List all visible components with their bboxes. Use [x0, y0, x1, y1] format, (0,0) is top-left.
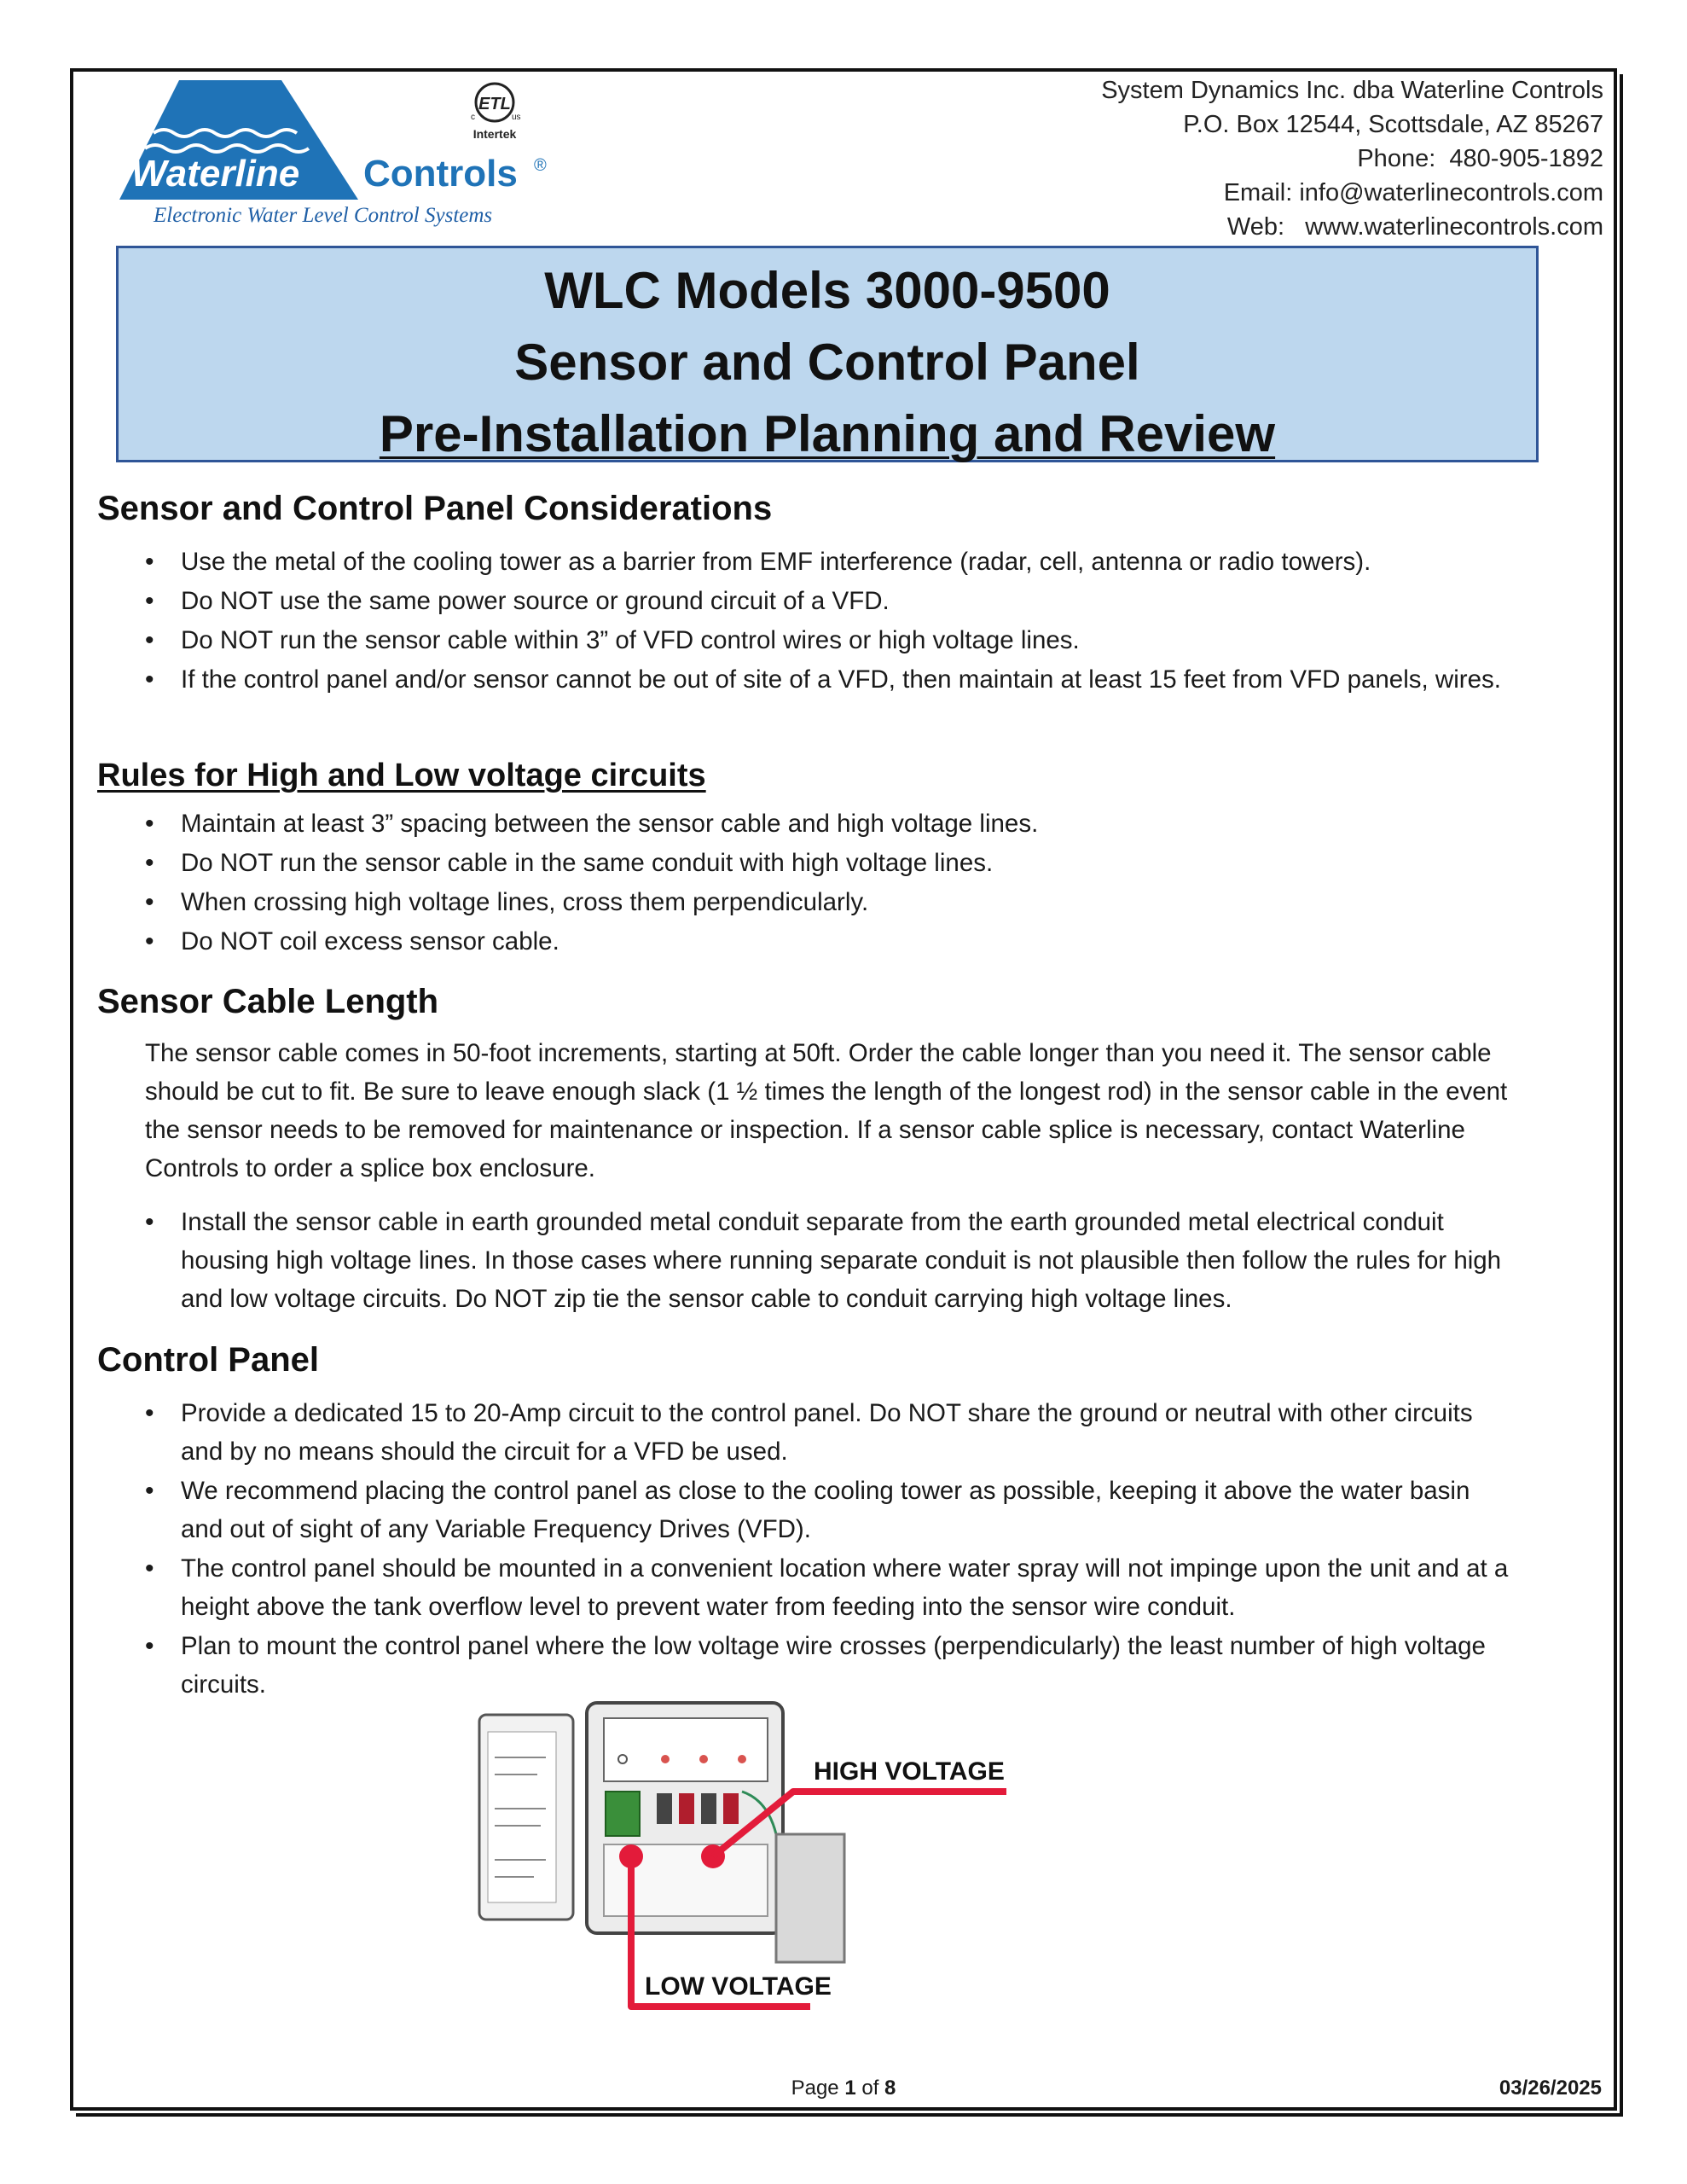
high-voltage-label: HIGH VOLTAGE [814, 1757, 1005, 1786]
svg-text:Intertek: Intertek [472, 127, 517, 141]
web-link[interactable]: www.waterlinecontrols.com [1305, 213, 1603, 241]
phone-line [1101, 142, 1603, 176]
enclosure-door-illustration [479, 1715, 573, 1920]
list-item: • Provide a dedicated 15 to 20-Amp circuit to the control panel. Do NOT share the ground or neutral with other circuits and by no means should the circuit for a VFD be used. [0, 1394, 1511, 1471]
cable-length-heading: Sensor Cable Length [97, 983, 439, 1020]
title-line-1: WLC Models 3000-9500 [544, 262, 1110, 319]
low-voltage-label: LOW VOLTAGE [645, 1972, 832, 2001]
svg-text:ETL: ETL [478, 95, 511, 113]
list-item: • Use the metal of the cooling tower as a barrier from EMF interference (radar, cell, antenna or radio towers). [0, 543, 1511, 581]
cable-length-paragraph: The sensor cable comes in 50-foot increments, starting at 50ft. Order the cable longer than you need it. The sensor cable should be cut to fit. Be sure to leave enough slack (1 ½ times the length of the longest rod) in the sensor cable in the event the sensor needs to be removed for maintenance or inspection. If a sensor cable splice is necessary, contact Waterline Controls to order a splice box enclosure. [145, 1039, 1508, 1182]
list-item: • Maintain at least 3” spacing between the sensor cable and high voltage lines. [0, 804, 1511, 843]
page-of: of [861, 2077, 879, 2100]
email-label: Email: [1223, 179, 1293, 206]
svg-text:c: c [471, 113, 475, 122]
list-item: • Do NOT use the same power source or ground circuit of a VFD. [0, 582, 1511, 620]
document-title-box [116, 246, 1539, 462]
external-box-illustration [776, 1834, 844, 1962]
list-item: • Plan to mount the control panel where the low voltage wire crosses (perpendicularly) the least number of high voltage circuits. [0, 1627, 1511, 1704]
rules-list [0, 804, 1511, 961]
waterline-controls-logo [119, 80, 563, 234]
list-item: • If the control panel and/or sensor cannot be out of site of a VFD, then maintain at least 15 feet from VFD panels, wires. [0, 660, 1511, 699]
logo-tagline: Electronic Water Level Control Systems [154, 204, 493, 227]
control-panel-heading: Control Panel [97, 1341, 320, 1379]
list-item: • We recommend placing the control panel as close to the cooling tower as possible, keeping it above the water basin and out of sight of any Variable Frequency Drives (VFD). [0, 1472, 1511, 1548]
etl-certification-icon [471, 84, 521, 141]
contact-block [1101, 73, 1603, 244]
web-line [1101, 210, 1603, 244]
company-name: System Dynamics Inc. dba Waterline Controls [1101, 77, 1603, 104]
web-label: Web: [1226, 213, 1285, 241]
page-current: 1 [844, 2077, 856, 2100]
list-item: • Do NOT run the sensor cable within 3” of VFD control wires or high voltage lines. [0, 621, 1511, 659]
title-line-2: Sensor and Control Panel [514, 334, 1140, 391]
list-item: • Install the sensor cable in earth grounded metal conduit separate from the earth grounded metal electrical conduit housing high voltage lines. In those cases where running separate conduit is not plausible then follow the rules for high and low voltage circuits. Do NOT zip tie the sensor cable to conduit carrying high voltage lines. [0, 1203, 1511, 1318]
page-prefix: Page [791, 2077, 839, 2100]
rules-heading: Rules for High and Low voltage circuits [97, 758, 706, 793]
list-item: • When crossing high voltage lines, cross them perpendicularly. [0, 883, 1511, 921]
page-total: 8 [884, 2077, 896, 2100]
svg-text:us: us [512, 113, 521, 122]
mailing-address: P.O. Box 12544, Scottsdale, AZ 85267 [1183, 111, 1603, 138]
phone-number: 480-905-1892 [1449, 145, 1603, 172]
logo-registered: ® [534, 156, 547, 175]
considerations-list [0, 543, 1511, 700]
list-item: • Do NOT coil excess sensor cable. [0, 922, 1511, 961]
phone-label: Phone: [1357, 145, 1436, 172]
logo-brand-part1: Waterline [131, 153, 300, 195]
document-date: 03/26/2025 [1499, 2077, 1602, 2100]
page-number [0, 2077, 1687, 2100]
considerations-heading: Sensor and Control Panel Considerations [97, 490, 773, 527]
control-panel-voltage-diagram [478, 1698, 1041, 2022]
title-line-3: Pre-Installation Planning and Review [379, 405, 1276, 462]
cable-length-list [0, 1203, 1511, 1319]
list-item: • Do NOT run the sensor cable in the same conduit with high voltage lines. [0, 844, 1511, 882]
email-line [1101, 176, 1603, 210]
logo-brand-part2: Controls [363, 153, 518, 195]
list-item: • The control panel should be mounted in a convenient location where water spray will not impinge upon the unit and at a height above the tank overflow level to prevent water from feeding into the sensor wire conduit. [0, 1549, 1511, 1626]
control-panel-list [0, 1394, 1511, 1705]
email-link[interactable]: info@waterlinecontrols.com [1299, 179, 1603, 206]
